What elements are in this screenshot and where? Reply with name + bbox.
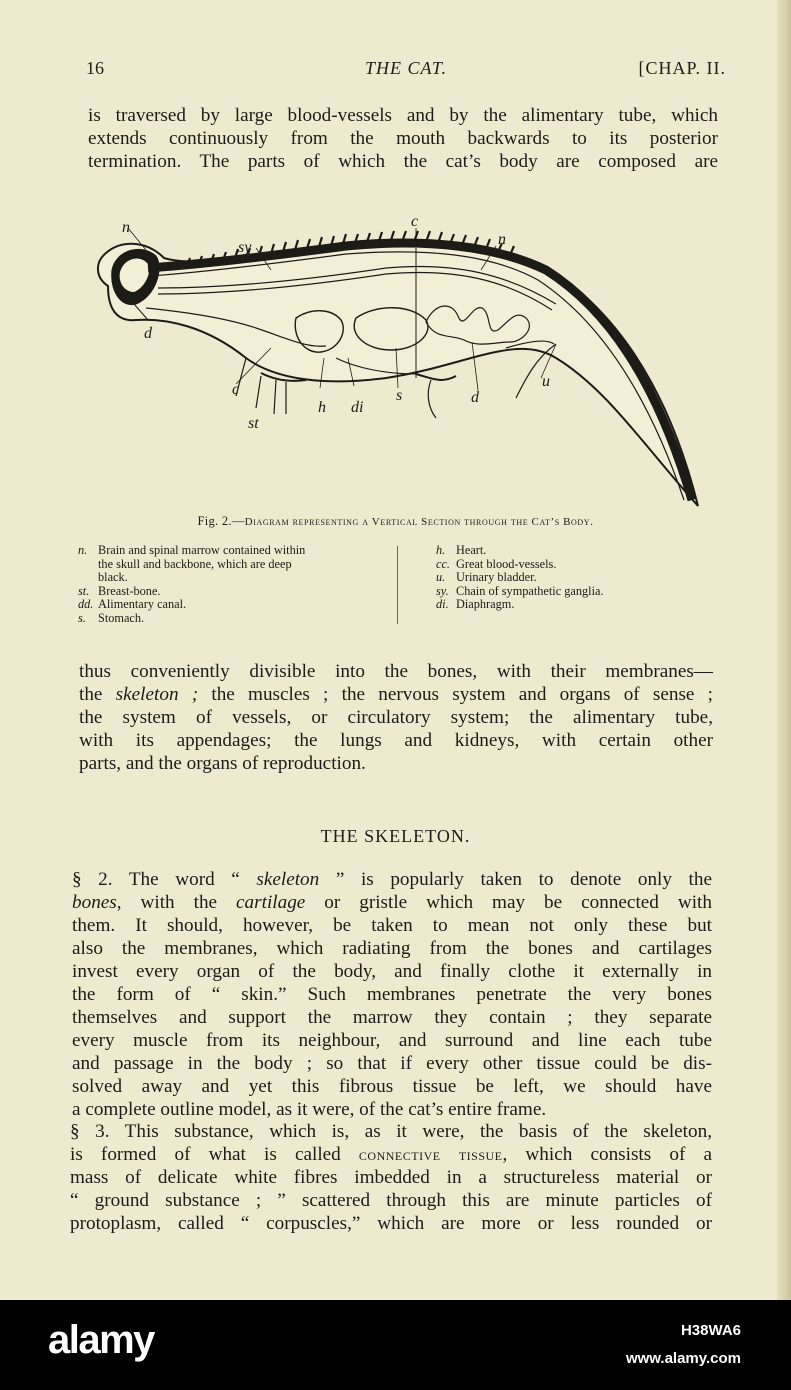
brand-logo: alamy xyxy=(48,1318,154,1362)
text-line: themselves and support the marrow they contain ; they separate xyxy=(72,1007,712,1028)
italic-run: bones xyxy=(72,892,117,913)
legend-item xyxy=(78,585,388,599)
legend-key: u. xyxy=(436,570,446,584)
text-line: termination. The parts of which the cat’s body are composed are xyxy=(88,151,718,172)
label-d-rear: d xyxy=(471,389,479,406)
body-divisions-paragraph xyxy=(79,660,713,775)
text-line: the system of vessels, or circulatory system; the alimentary tube, xyxy=(79,707,713,728)
text-line: also the membranes, which radiating from the bones and cartilages xyxy=(72,938,712,959)
legend-desc: Brain and spinal marrow contained within xyxy=(98,543,306,557)
legend-item xyxy=(436,598,696,612)
site-url: www.alamy.com xyxy=(625,1350,741,1367)
legend-item xyxy=(436,558,696,572)
text-run: , with the xyxy=(116,892,237,913)
legend-key: sy. xyxy=(436,583,449,598)
text-run: is formed of what is called xyxy=(70,1144,359,1165)
legend-desc: Chain of sympathetic ganglia. xyxy=(456,583,604,598)
text-run: , which consists of a xyxy=(502,1144,712,1165)
text-line: solved away and yet this fibrous tissue be left, we should have xyxy=(72,1076,712,1097)
text-line: mass of delicate white fibres imbedded in a structureless material or xyxy=(70,1167,712,1188)
legend-desc: Heart. xyxy=(456,543,487,557)
chapter-marker: [CHAP. II. xyxy=(638,58,726,78)
legend-key: s. xyxy=(78,610,86,625)
legend-key: st. xyxy=(78,583,90,598)
legend-item xyxy=(436,544,696,558)
legend-desc: Alimentary canal. xyxy=(98,597,187,611)
text-line xyxy=(72,891,712,914)
text-line: the form of “ skin.” Such membranes penetrate the very bones xyxy=(72,984,712,1005)
text-line: is traversed by large blood-vessels and by the alimentary tube, which xyxy=(88,105,718,126)
legend-desc: Urinary bladder. xyxy=(456,570,537,584)
text-run: the muscles ; the nervous system and organs of sense ; xyxy=(198,684,713,705)
legend-left xyxy=(78,544,388,625)
legend-desc: Stomach. xyxy=(98,610,145,625)
label-h: h xyxy=(318,399,326,416)
legend-desc: Diaphragm. xyxy=(456,597,515,611)
label-st: st xyxy=(248,415,259,432)
text-line: invest every organ of the body, and finally clothe it externally in xyxy=(72,961,712,982)
diagram-drawing xyxy=(98,228,698,506)
label-di: di xyxy=(351,399,364,416)
legend-item xyxy=(78,612,388,626)
italic-run: skeleton xyxy=(256,869,320,890)
label-c-low: c xyxy=(232,381,240,398)
legend-desc-cont: black. xyxy=(98,570,128,584)
legend-key: dd. xyxy=(78,597,94,611)
label-s: s xyxy=(396,387,403,404)
section-heading: THE SKELETON. xyxy=(320,826,471,846)
label-d-front: d xyxy=(144,325,152,342)
legend-desc-cont: the skull and backbone, which are deep xyxy=(98,556,292,571)
legend-item xyxy=(78,544,388,558)
legend-desc: Breast-bone. xyxy=(98,583,161,598)
text-line: thus conveniently divisible into the bones, with their membranes— xyxy=(79,661,713,682)
label-c-top: c xyxy=(411,213,419,230)
text-line: extends continuously from the mouth backwards to its posterior xyxy=(88,128,718,149)
cat-section-diagram xyxy=(86,208,716,518)
text-run: the xyxy=(79,684,116,705)
section-3-paragraph xyxy=(70,1120,712,1235)
running-title: THE CAT. xyxy=(364,58,447,78)
opening-paragraph xyxy=(88,104,718,173)
text-line: protoplasm, called “ corpuscles,” which are more or less rounded or xyxy=(70,1213,712,1234)
legend-key: cc. xyxy=(436,556,450,571)
text-line: and passage in the body ; so that if every other tissue could be dis- xyxy=(72,1053,712,1074)
caption-text: Diagram representing a Vertical Section through the Cat’s Body. xyxy=(244,516,594,528)
text-line: parts, and the organs of reproduction. xyxy=(79,753,366,774)
italic-run: cartilage xyxy=(236,892,306,913)
caption-prefix: Fig. 2.— xyxy=(197,514,245,528)
text-run: § 2. The word “ xyxy=(72,869,257,890)
text-line xyxy=(72,868,712,891)
text-line: with its appendages; the lungs and kidneys, with certain other xyxy=(79,730,713,751)
page-edge xyxy=(777,0,791,1300)
page-number: 16 xyxy=(86,58,104,78)
text-line: every muscle from its neighbour, and surround and line each tube xyxy=(72,1030,712,1051)
text-run: or gristle which may be connected with xyxy=(305,892,712,913)
legend-divider xyxy=(397,546,398,624)
text-line: “ ground substance ; ” scattered through this are minute particles of xyxy=(70,1190,712,1211)
running-head xyxy=(86,58,726,82)
image-id: H38WA6 xyxy=(680,1322,741,1339)
legend-right xyxy=(436,544,696,612)
italic-run: skeleton ; xyxy=(115,684,199,705)
label-n-brain: n xyxy=(122,219,130,236)
legend-desc: Great blood-vessels. xyxy=(456,556,557,571)
text-line xyxy=(79,683,713,706)
legend-key: h. xyxy=(436,543,446,557)
legend-item xyxy=(436,571,696,585)
label-sy: sy xyxy=(238,239,252,256)
text-line xyxy=(70,1143,712,1166)
text-line: a complete outline model, as it were, of the cat’s entire frame. xyxy=(72,1099,547,1120)
label-u: u xyxy=(542,373,550,390)
section-2-paragraph xyxy=(72,868,712,1121)
legend-item xyxy=(78,598,388,612)
text-line: § 3. This substance, which is, as it were, the basis of the skeleton, xyxy=(70,1121,712,1142)
legend-key: di. xyxy=(436,597,449,611)
figure-caption xyxy=(0,514,791,529)
text-line: them. It should, however, be taken to mean not only these but xyxy=(72,915,712,936)
legend-item xyxy=(436,585,696,599)
small-caps-run: connective tissue xyxy=(358,1144,503,1164)
label-n-spinal: n xyxy=(498,231,506,248)
text-run: ” is popularly taken to denote only the xyxy=(319,869,712,890)
legend-key: n. xyxy=(78,543,88,557)
